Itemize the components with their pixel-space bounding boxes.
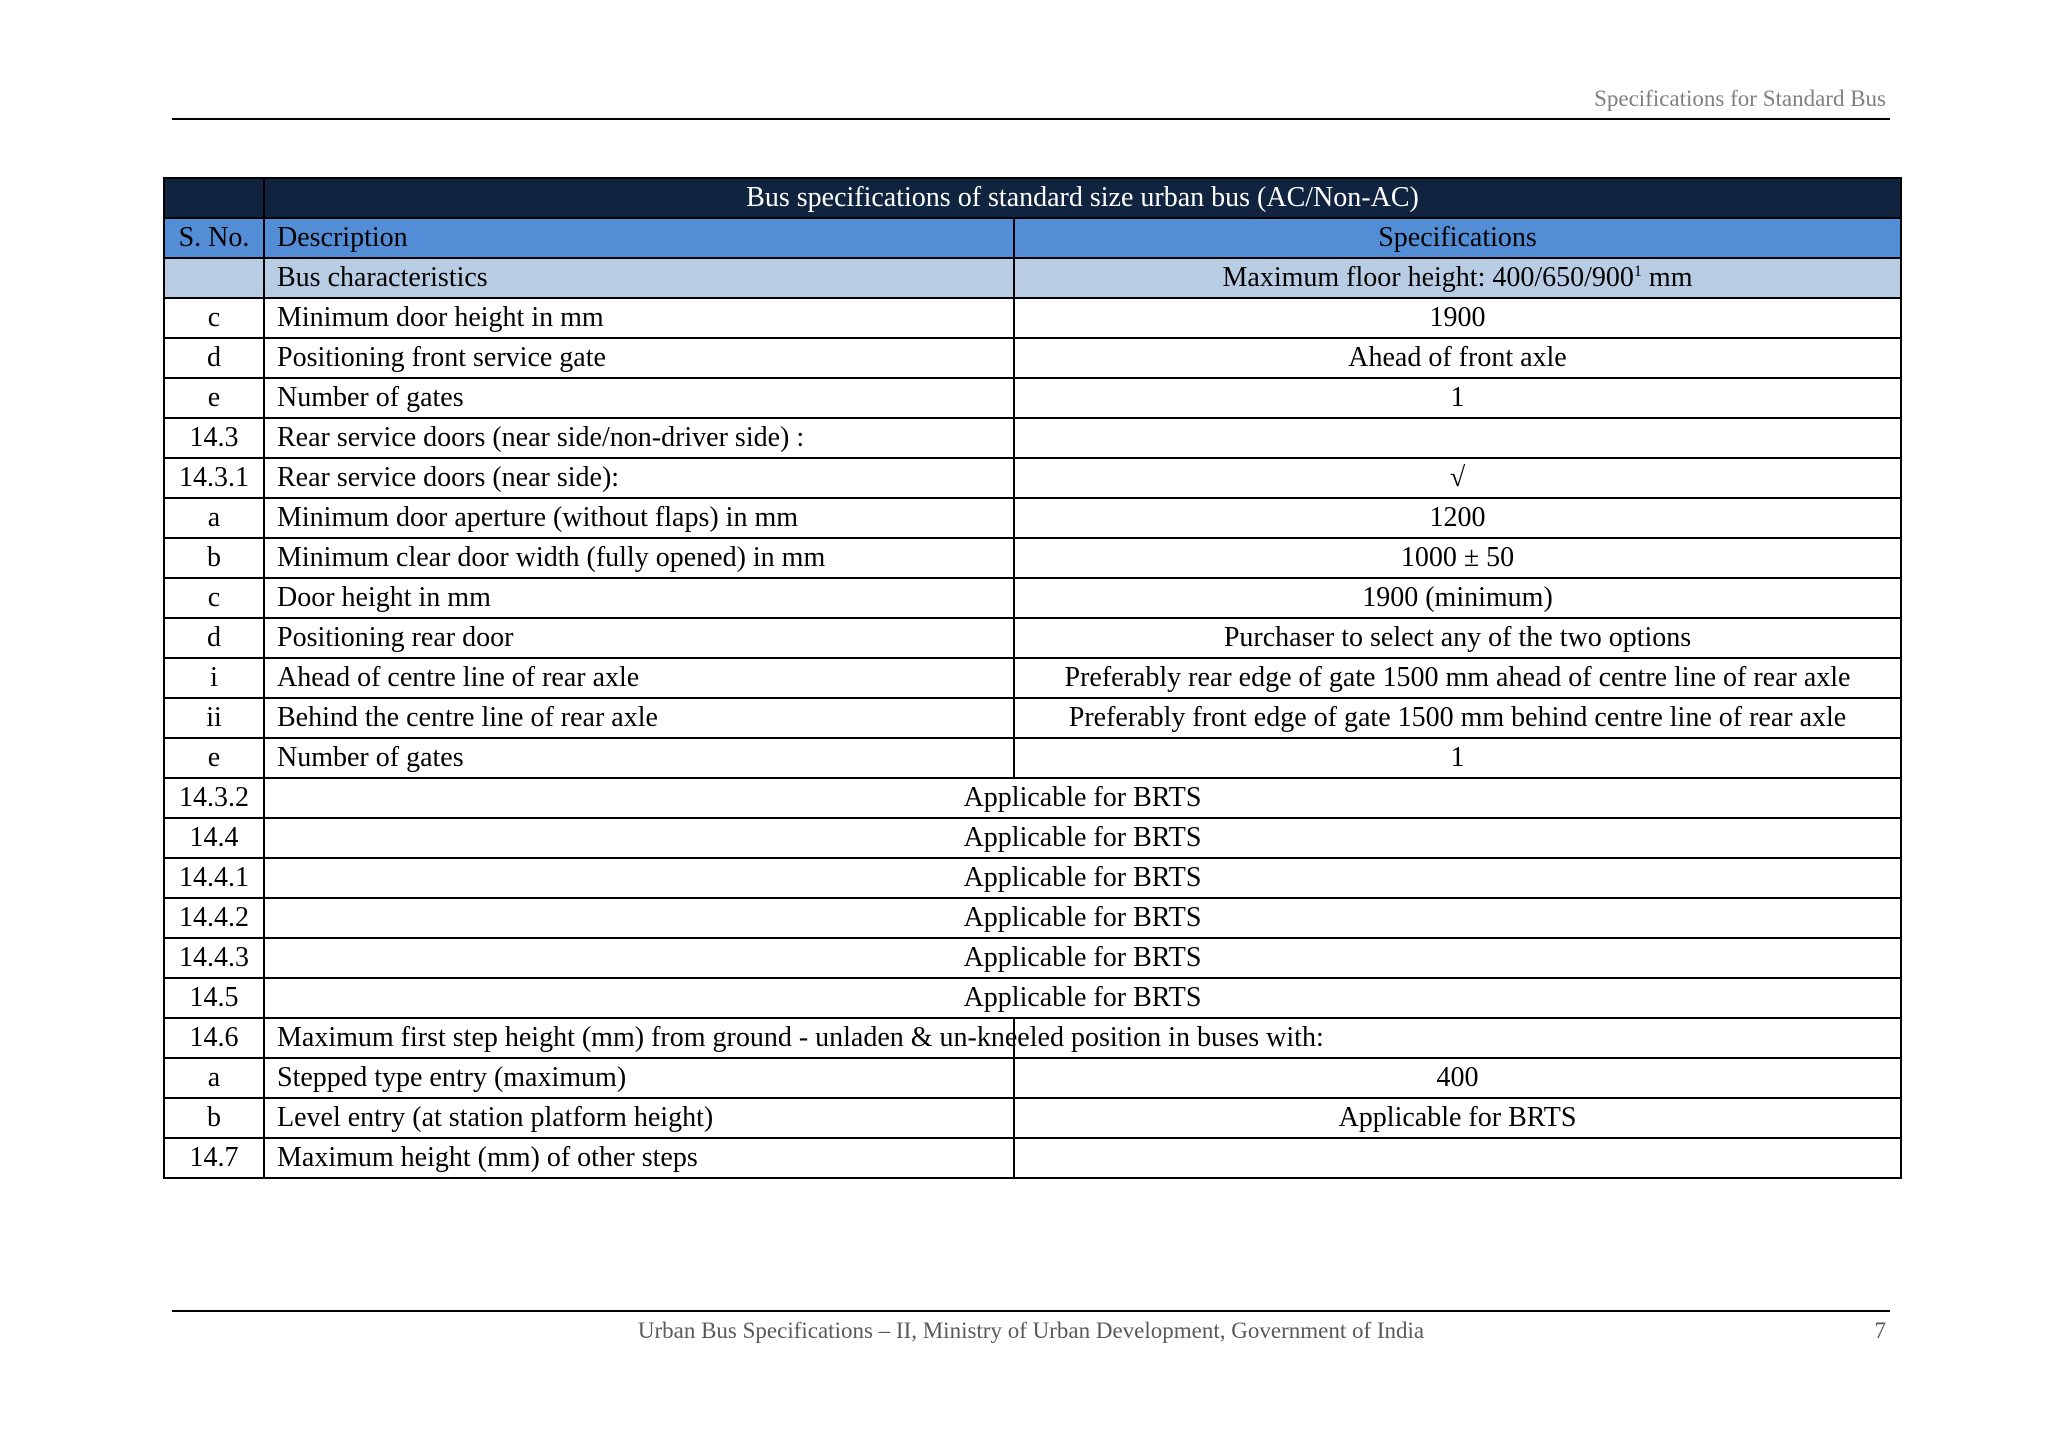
row-spec: Purchaser to select any of the two options [1014, 618, 1901, 658]
brts-text: Applicable for BRTS [264, 858, 1901, 898]
row-spec [1014, 1138, 1901, 1178]
table-row [164, 498, 1901, 538]
row-sno: ii [164, 698, 264, 738]
running-header [172, 84, 1890, 120]
row-sno: b [164, 1098, 264, 1138]
section-spec [1014, 258, 1901, 298]
column-header-sno: S. No. [164, 218, 264, 258]
section-sno [164, 258, 264, 298]
row-description: Minimum door height in mm [264, 298, 1014, 338]
row-spec: 400 [1014, 1058, 1901, 1098]
row-sno: 14.5 [164, 978, 264, 1018]
row-spec: 1000 ± 50 [1014, 538, 1901, 578]
row-description: Ahead of centre line of rear axle [264, 658, 1014, 698]
brts-text: Applicable for BRTS [264, 818, 1901, 858]
section-row [164, 258, 1901, 298]
table-row [164, 1098, 1901, 1138]
brts-row [164, 978, 1901, 1018]
brts-row [164, 778, 1901, 818]
row-spec: 1 [1014, 378, 1901, 418]
row-sno: e [164, 378, 264, 418]
table-row [164, 738, 1901, 778]
row-description: Maximum first step height (mm) from ground - unladen & un-kneeled position in buses with: [264, 1018, 1014, 1058]
row-sno: e [164, 738, 264, 778]
row-description: Stepped type entry (maximum) [264, 1058, 1014, 1098]
table-row [164, 458, 1901, 498]
row-sno: 14.4.2 [164, 898, 264, 938]
table-row [164, 1058, 1901, 1098]
specifications-table [163, 177, 1902, 1179]
row-sno: 14.4 [164, 818, 264, 858]
table-row [164, 338, 1901, 378]
row-spec: 1 [1014, 738, 1901, 778]
brts-text: Applicable for BRTS [264, 778, 1901, 818]
row-spec: Preferably front edge of gate 1500 mm behind centre line of rear axle [1014, 698, 1901, 738]
row-sno: a [164, 498, 264, 538]
table-row [164, 378, 1901, 418]
row-description: Positioning rear door [264, 618, 1014, 658]
row-description: Behind the centre line of rear axle [264, 698, 1014, 738]
row-sno: 14.4.1 [164, 858, 264, 898]
title-empty-cell [164, 178, 264, 218]
row-sno: 14.3.1 [164, 458, 264, 498]
column-header-specifications: Specifications [1014, 218, 1901, 258]
table-title-row [164, 178, 1901, 218]
row-sno: d [164, 338, 264, 378]
table-row [164, 618, 1901, 658]
row-sno: a [164, 1058, 264, 1098]
header-text: Specifications for Standard Bus [1594, 86, 1886, 111]
row-spec: Applicable for BRTS [1014, 1098, 1901, 1138]
section-spec-text: Maximum floor height: 400/650/900 [1222, 262, 1634, 293]
section-description: Bus characteristics [264, 258, 1014, 298]
row-sno: 14.7 [164, 1138, 264, 1178]
row-description: Minimum clear door width (fully opened) in mm [264, 538, 1014, 578]
row-spec: 1200 [1014, 498, 1901, 538]
row-description: Rear service doors (near side/non-driver side) : [264, 418, 1014, 458]
section-spec-unit: mm [1641, 262, 1693, 293]
row-description: Maximum height (mm) of other steps [264, 1138, 1014, 1178]
row-description: Minimum door aperture (without flaps) in mm [264, 498, 1014, 538]
row-description: Door height in mm [264, 578, 1014, 618]
table-row [164, 698, 1901, 738]
row-spec [1014, 418, 1901, 458]
table-row [164, 578, 1901, 618]
row-sno: d [164, 618, 264, 658]
column-header-row [164, 218, 1901, 258]
page-number: 7 [1874, 1318, 1886, 1343]
table-row [164, 538, 1901, 578]
table-row [164, 418, 1901, 458]
row-sno: c [164, 578, 264, 618]
row-description: Number of gates [264, 738, 1014, 778]
footnote-marker: 1 [1633, 263, 1642, 280]
row-spec: Ahead of front axle [1014, 338, 1901, 378]
row-spec: 1900 (minimum) [1014, 578, 1901, 618]
row-sno: 14.4.3 [164, 938, 264, 978]
brts-row [164, 938, 1901, 978]
brts-row [164, 818, 1901, 858]
column-header-description: Description [264, 218, 1014, 258]
table-row [164, 1138, 1901, 1178]
row-sno: i [164, 658, 264, 698]
brts-text: Applicable for BRTS [264, 938, 1901, 978]
footer-text: Urban Bus Specifications – II, Ministry of Urban Development, Government of India [637, 1318, 1425, 1343]
brts-row [164, 858, 1901, 898]
brts-text: Applicable for BRTS [264, 898, 1901, 938]
table-row [164, 658, 1901, 698]
brts-text: Applicable for BRTS [264, 978, 1901, 1018]
row-description: Positioning front service gate [264, 338, 1014, 378]
row-sno: 14.3 [164, 418, 264, 458]
table-row [164, 1018, 1901, 1058]
table-title: Bus specifications of standard size urban bus (AC/Non-AC) [264, 178, 1901, 218]
check-mark: √ [1014, 458, 1901, 498]
brts-row [164, 898, 1901, 938]
row-sno: 14.6 [164, 1018, 264, 1058]
table-row [164, 298, 1901, 338]
row-description: Rear service doors (near side): [264, 458, 1014, 498]
row-description: Number of gates [264, 378, 1014, 418]
running-footer [172, 1310, 1890, 1352]
row-spec: Preferably rear edge of gate 1500 mm ahead of centre line of rear axle [1014, 658, 1901, 698]
row-description: Level entry (at station platform height) [264, 1098, 1014, 1138]
row-sno: b [164, 538, 264, 578]
row-spec: 1900 [1014, 298, 1901, 338]
row-sno: 14.3.2 [164, 778, 264, 818]
row-sno: c [164, 298, 264, 338]
